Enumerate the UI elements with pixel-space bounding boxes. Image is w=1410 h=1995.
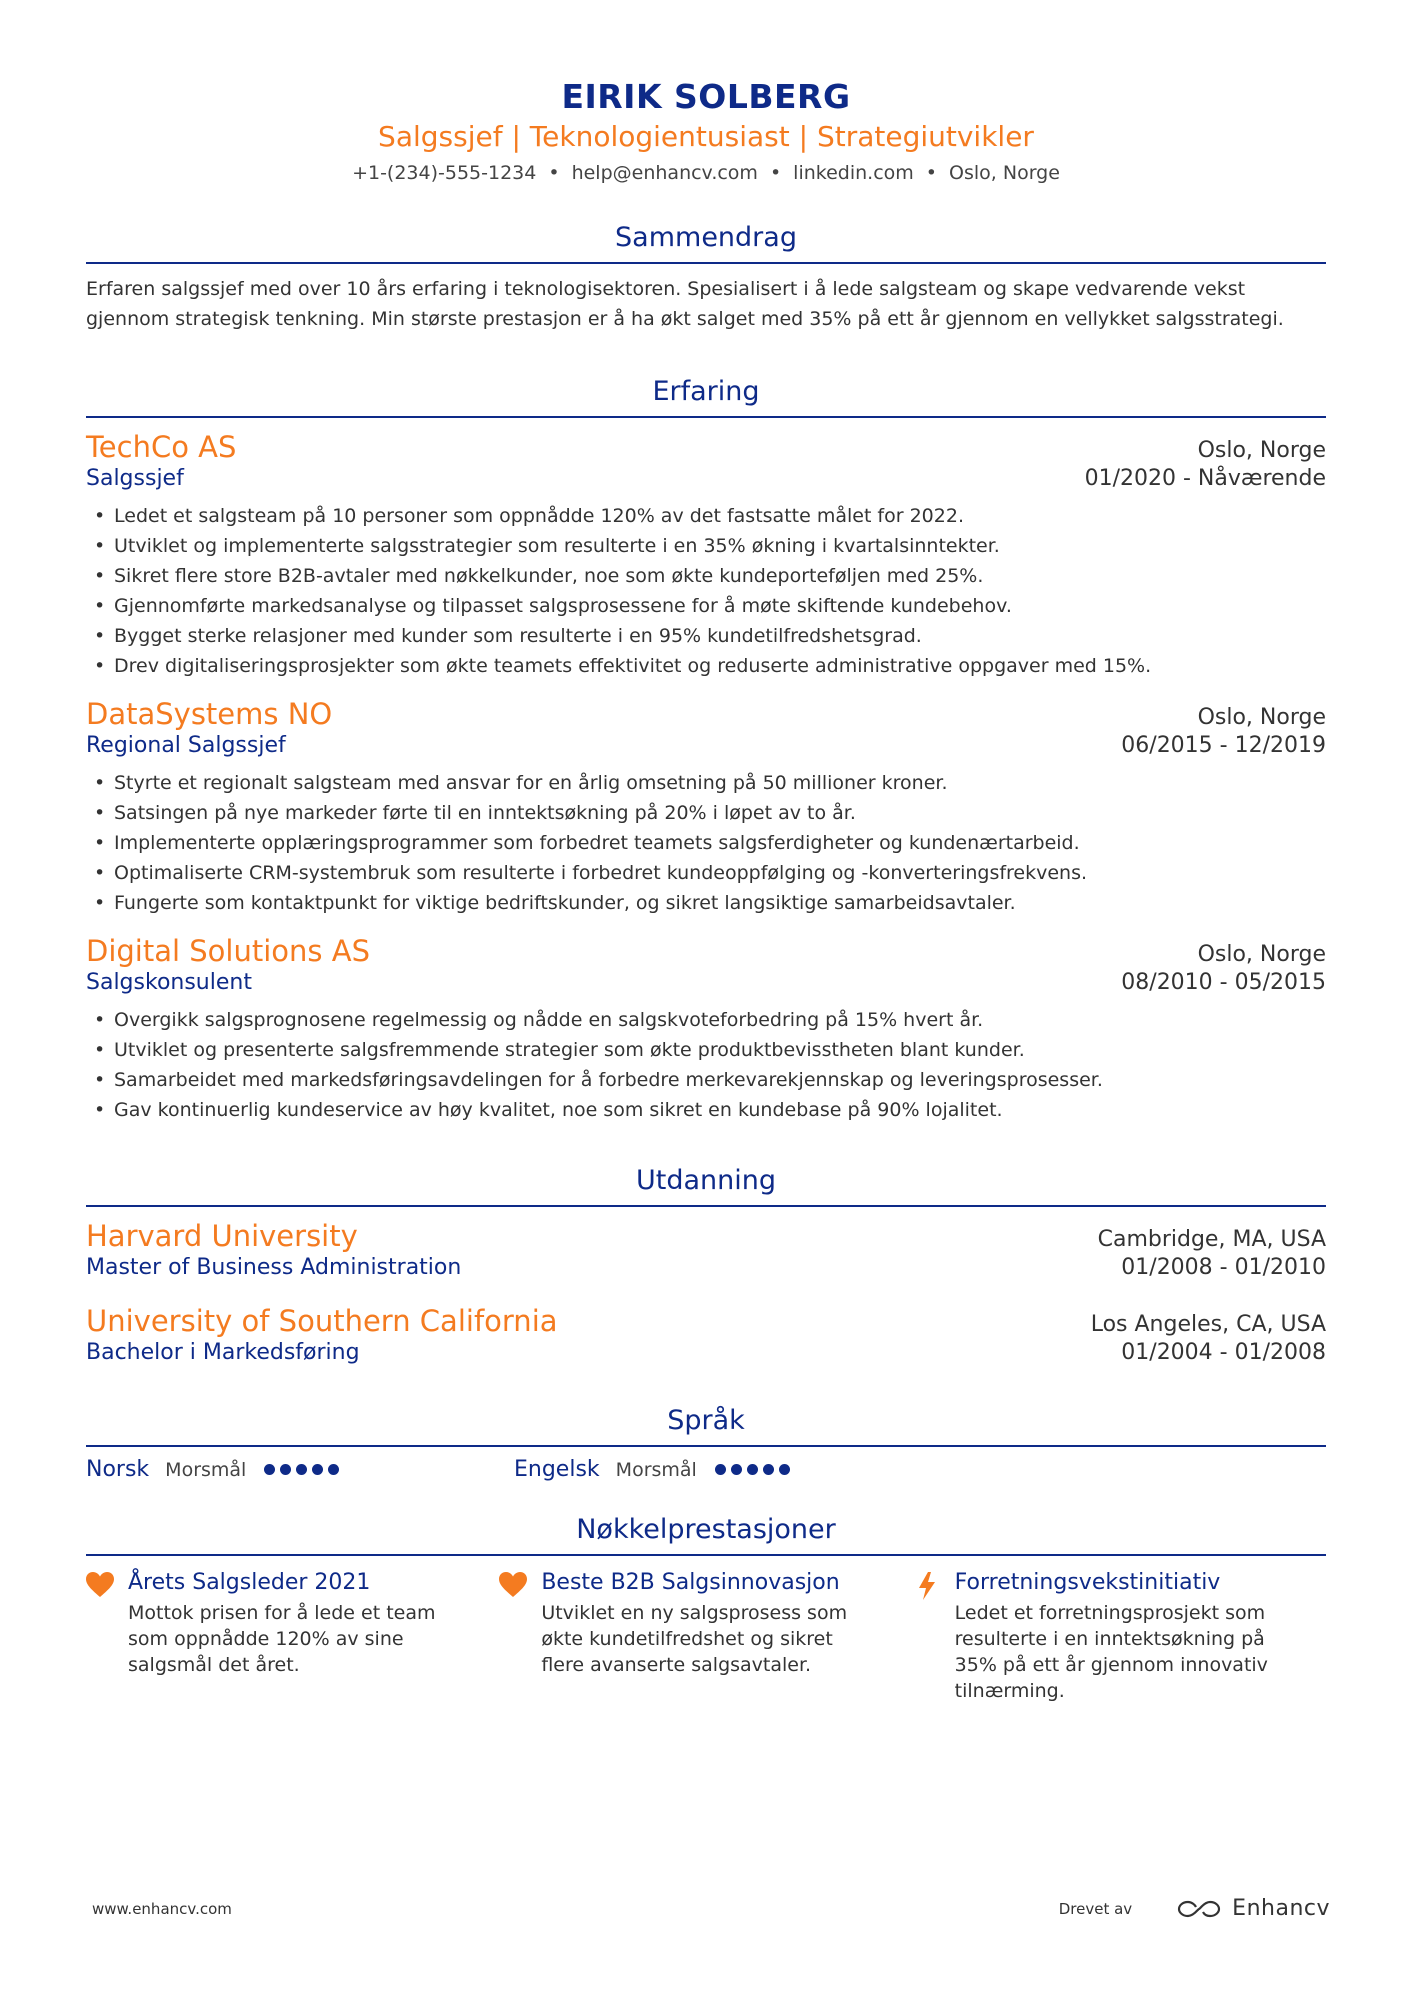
achievement-item xyxy=(86,1568,499,1704)
language-rating xyxy=(715,1464,790,1475)
achievements-list xyxy=(86,1568,1326,1704)
separator-dot: • xyxy=(769,162,782,184)
job-role: Regional Salgssjef xyxy=(86,733,286,758)
contact-email[interactable]: help@enhancv.com xyxy=(571,162,758,184)
section-heading-languages: Språk xyxy=(86,1403,1326,1447)
language-name: Norsk xyxy=(86,1457,150,1482)
education-section xyxy=(86,1163,1326,1369)
education-entry xyxy=(86,1217,1326,1284)
languages-section xyxy=(86,1403,1326,1482)
achievement-title: Årets Salgsleder 2021 xyxy=(128,1570,371,1595)
contact-phone[interactable]: +1-(234)-555-1234 xyxy=(352,162,537,184)
bullet-item: • Utviklet og implementerte salgsstrategier som resulterte i en 35% økning i kvartalsinntekter. xyxy=(86,531,1326,561)
footer-url[interactable]: www.enhancv.com xyxy=(92,1899,232,1918)
rating-dot xyxy=(763,1464,774,1475)
powered-by-label: Drevet av xyxy=(1058,1899,1133,1918)
section-heading-experience: Erfaring xyxy=(86,374,1326,418)
resume-header xyxy=(86,0,1326,186)
company-name: Digital Solutions AS xyxy=(86,934,370,968)
rating-dot xyxy=(731,1464,742,1475)
bullet-item: • Satsingen på nye markeder førte til en inntektsøkning på 20% i løpet av to år. xyxy=(86,798,1326,828)
rating-dot xyxy=(779,1464,790,1475)
page-footer xyxy=(92,1896,1330,1921)
bullet-item: • Gav kontinuerlig kundeservice av høy kvalitet, noe som sikret en kundebase på 90% lojalitet. xyxy=(86,1095,1326,1125)
bullet-item: • Ledet et salgsteam på 10 personer som oppnådde 120% av det fastsatte målet for 2022. xyxy=(86,501,1326,531)
contact-location: Oslo, Norge xyxy=(949,162,1060,184)
rating-dot xyxy=(328,1464,339,1475)
school-name: Harvard University xyxy=(86,1219,358,1253)
section-heading-achievements: Nøkkelprestasjoner xyxy=(86,1512,1326,1556)
job-entry xyxy=(86,932,1326,1125)
job-entry xyxy=(86,428,1326,681)
job-bullets xyxy=(86,1005,1326,1125)
rating-dot xyxy=(715,1464,726,1475)
language-name: Engelsk xyxy=(514,1457,600,1482)
job-location: Oslo, Norge xyxy=(1197,942,1326,967)
bullet-item: • Utviklet og presenterte salgsfremmende strategier som økte produktbevisstheten blant kunder. xyxy=(86,1035,1326,1065)
education-dates: 01/2008 - 01/2010 xyxy=(1121,1255,1326,1280)
achievement-title: Beste B2B Salgsinnovasjon xyxy=(541,1570,840,1595)
bullet-item: • Optimaliserte CRM-systembruk som resulterte i forbedret kundeoppfølging og -konverteringsfrekvens. xyxy=(86,858,1326,888)
rating-dot xyxy=(747,1464,758,1475)
education-dates: 01/2004 - 01/2008 xyxy=(1121,1340,1326,1365)
degree: Bachelor i Markedsføring xyxy=(86,1340,360,1365)
rating-dot xyxy=(264,1464,275,1475)
achievements-section xyxy=(86,1512,1326,1704)
rating-dot xyxy=(280,1464,291,1475)
school-location: Los Angeles, CA, USA xyxy=(1090,1312,1326,1337)
resume-page xyxy=(86,0,1326,1704)
heart-icon xyxy=(86,1568,128,1704)
language-level: Morsmål xyxy=(165,1459,247,1481)
job-location: Oslo, Norge xyxy=(1197,438,1326,463)
summary-text: Erfaren salgssjef med over 10 års erfaring i teknologisektoren. Spesialisert i å lede salgsteam og skape vedvarende vekst gjennom strategisk tenkning. Min største prestasjon er å ha økt salget med 35% på ett år gjennom en vellykket salgsstrategi. xyxy=(86,278,1284,330)
bullet-item: • Implementerte opplæringsprogrammer som forbedret teamets salgsferdigheter og kundenærtarbeid. xyxy=(86,828,1326,858)
contact-line xyxy=(86,160,1326,186)
summary-section xyxy=(86,220,1326,334)
lightning-icon xyxy=(913,1568,955,1704)
heart-icon xyxy=(499,1568,541,1704)
footer-branding xyxy=(1059,1896,1330,1921)
languages-list xyxy=(86,1457,1326,1482)
rating-dot xyxy=(312,1464,323,1475)
achievement-item xyxy=(499,1568,912,1704)
achievement-description: Ledet et forretningsprosjekt som resulterte i en inntektsøkning på 35% på ett år gjennom innovativ tilnærming. xyxy=(954,1602,1268,1702)
bullet-item: • Samarbeidet med markedsføringsavdelingen for å forbedre merkevarekjennskap og leveringsprosesser. xyxy=(86,1065,1326,1095)
bullet-item: • Fungerte som kontaktpunkt for viktige bedriftskunder, og sikret langsiktige samarbeidsavtaler. xyxy=(86,888,1326,918)
language-rating xyxy=(264,1464,339,1475)
enhancv-logo[interactable] xyxy=(1176,1896,1330,1921)
bullet-item: • Drev digitaliseringsprosjekter som økte teamets effektivitet og reduserte administrative oppgaver med 15%. xyxy=(86,651,1326,681)
achievement-title: Forretningsvekstinitiativ xyxy=(954,1570,1221,1595)
achievement-description: Mottok prisen for å lede et team som oppnådde 120% av sine salgsmål det året. xyxy=(128,1602,436,1676)
brand-name: Enhancv xyxy=(1232,1896,1330,1921)
job-role: Salgskonsulent xyxy=(86,970,252,995)
education-entry xyxy=(86,1302,1326,1369)
company-name: TechCo AS xyxy=(86,430,237,464)
achievement-item xyxy=(913,1568,1326,1704)
school-name: University of Southern California xyxy=(86,1304,558,1338)
rating-dot xyxy=(296,1464,307,1475)
bullet-item: • Bygget sterke relasjoner med kunder som resulterte i en 95% kundetilfredshetsgrad. xyxy=(86,621,1326,651)
candidate-titles: Salgssjef | Teknologientusiast | Strategiutvikler xyxy=(378,120,1034,153)
achievement-description: Utviklet en ny salgsprosess som økte kundetilfredshet og sikret flere avanserte salgsavtaler. xyxy=(541,1602,848,1676)
candidate-name: EIRIK SOLBERG xyxy=(561,77,851,116)
school-location: Cambridge, MA, USA xyxy=(1097,1227,1326,1252)
separator-dot: • xyxy=(548,162,560,184)
job-dates: 06/2015 - 12/2019 xyxy=(1121,733,1326,758)
company-name: DataSystems NO xyxy=(86,697,333,731)
bullet-item: • Gjennomførte markedsanalyse og tilpasset salgsprosessene for å møte skiftende kundebehov. xyxy=(86,591,1326,621)
bullet-item: • Overgikk salgsprognosene regelmessig og nådde en salgskvoteforbedring på 15% hvert år. xyxy=(86,1005,1326,1035)
language-item xyxy=(86,1457,514,1482)
bullet-item: • Styrte et regionalt salgsteam med ansvar for en årlig omsetning på 50 millioner kroner. xyxy=(86,768,1326,798)
job-role: Salgssjef xyxy=(86,466,184,491)
section-heading-summary: Sammendrag xyxy=(86,220,1326,264)
separator-dot: • xyxy=(925,162,938,184)
job-dates: 08/2010 - 05/2015 xyxy=(1121,970,1326,995)
experience-section xyxy=(86,374,1326,1125)
section-heading-education: Utdanning xyxy=(86,1163,1326,1207)
infinity-logo-icon xyxy=(1176,1897,1222,1921)
job-bullets xyxy=(86,501,1326,681)
language-item xyxy=(514,1457,942,1482)
job-bullets xyxy=(86,768,1326,918)
degree: Master of Business Administration xyxy=(86,1255,462,1280)
language-level: Morsmål xyxy=(615,1459,697,1481)
bullet-item: • Sikret flere store B2B-avtaler med nøkkelkunder, noe som økte kundeporteføljen med 25%. xyxy=(86,561,1326,591)
contact-linkedin[interactable]: linkedin.com xyxy=(793,162,914,184)
job-dates: 01/2020 - Nåværende xyxy=(1084,466,1326,491)
job-location: Oslo, Norge xyxy=(1197,705,1326,730)
job-entry xyxy=(86,695,1326,918)
